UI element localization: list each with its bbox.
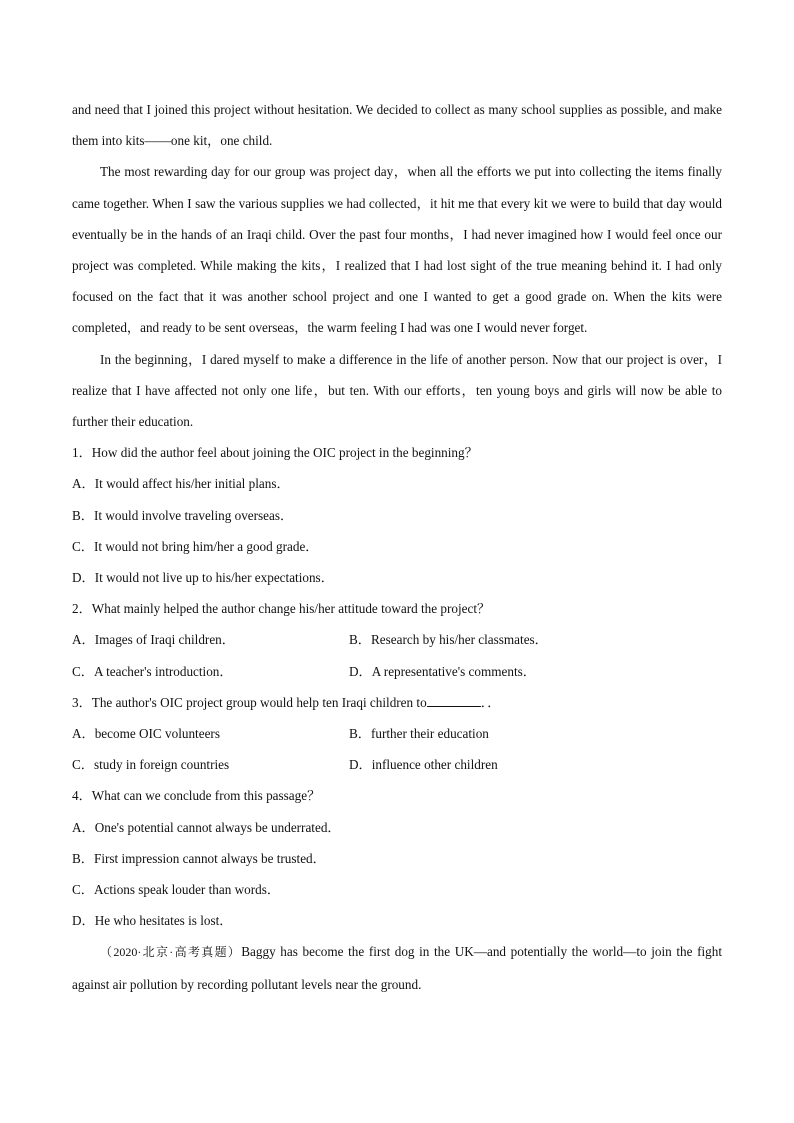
question-3-option-a: A．become OIC volunteers	[72, 726, 220, 742]
source-tag: （2020·北京·高考真题）	[100, 945, 242, 960]
passage-paragraph-2: In the beginning，I dared myself to make a difference in the life of another person. Now that our project is over，I realize that I have affected not only one life，but ten. With our efforts，ten young boys and girls will now be able to further their education.	[72, 351, 722, 430]
question-4	[72, 780, 722, 936]
question-2-option-b: B．Research by his/her classmates．	[349, 632, 548, 648]
question-2-option-d: D．A representative's comments．	[349, 663, 536, 679]
question-4-option-d: D．He who hesitates is lost．	[72, 913, 233, 929]
next-passage-text: Baggy has become the first dog in the UK—and potentially the world—to join the fight against air pollution by recording pollutant levels near the ground.	[72, 944, 722, 992]
question-2	[72, 593, 722, 687]
question-1-stem: 1．How did the author feel about joining the OIC project in the beginning？	[72, 445, 478, 461]
question-1-option-c: C．It would not bring him/her a good grade．	[72, 538, 319, 554]
question-4-option-b: B．First impression cannot always be trusted．	[72, 850, 326, 866]
question-3	[72, 687, 722, 781]
question-3-stem-end: ．．	[480, 694, 501, 710]
question-4-option-a: A．One's potential cannot always be underrated．	[72, 819, 341, 835]
question-2-option-c: C．A teacher's introduction．	[72, 663, 233, 679]
question-1-option-b: B．It would involve traveling overseas．	[72, 507, 294, 523]
question-2-stem: 2．What mainly helped the author change his/her attitude toward the project？	[72, 601, 491, 617]
passage-paragraph-1: The most rewarding day for our group was project day，when all the efforts we put into collecting the items finally came together. When I saw the various supplies we had collected，it hit me that every kit we were to build that day would eventually be in the hands of an Iraqi child. Over the past four months，I had never imagined how I would feel once our project was completed. While making the kits，I realized that I had lost sight of the true meaning behind it. I had only focused on the fact that it was another school project and one I wanted to get a good grade on. When the kits were completed，and ready to be sent overseas，the warm feeling I had was one I would never forget.	[72, 164, 722, 336]
answer-blank	[427, 694, 481, 707]
question-1	[72, 437, 722, 593]
question-3-option-b: B．further their education	[349, 726, 489, 742]
passage-paragraph-0: and need that I joined this project without hesitation. We decided to collect as many school supplies as possible, and make them into kits——one kit，one child.	[72, 102, 722, 149]
question-4-stem: 4．What can we conclude from this passage？	[72, 788, 321, 804]
question-2-option-a: A．Images of Iraqi children．	[72, 632, 235, 648]
question-3-stem-text: 3．The author's OIC project group would help ten Iraqi children to	[72, 694, 427, 710]
question-3-stem	[72, 687, 722, 718]
next-passage-intro	[72, 936, 722, 999]
question-4-option-c: C．Actions speak louder than words．	[72, 882, 281, 898]
question-3-option-c: C．study in foreign countries	[72, 757, 230, 773]
document-page	[72, 94, 722, 1000]
question-1-option-a: A．It would affect his/her initial plans．	[72, 476, 290, 492]
question-3-option-d: D．influence other children	[349, 757, 498, 773]
question-1-option-d: D．It would not live up to his/her expectations．	[72, 570, 334, 586]
